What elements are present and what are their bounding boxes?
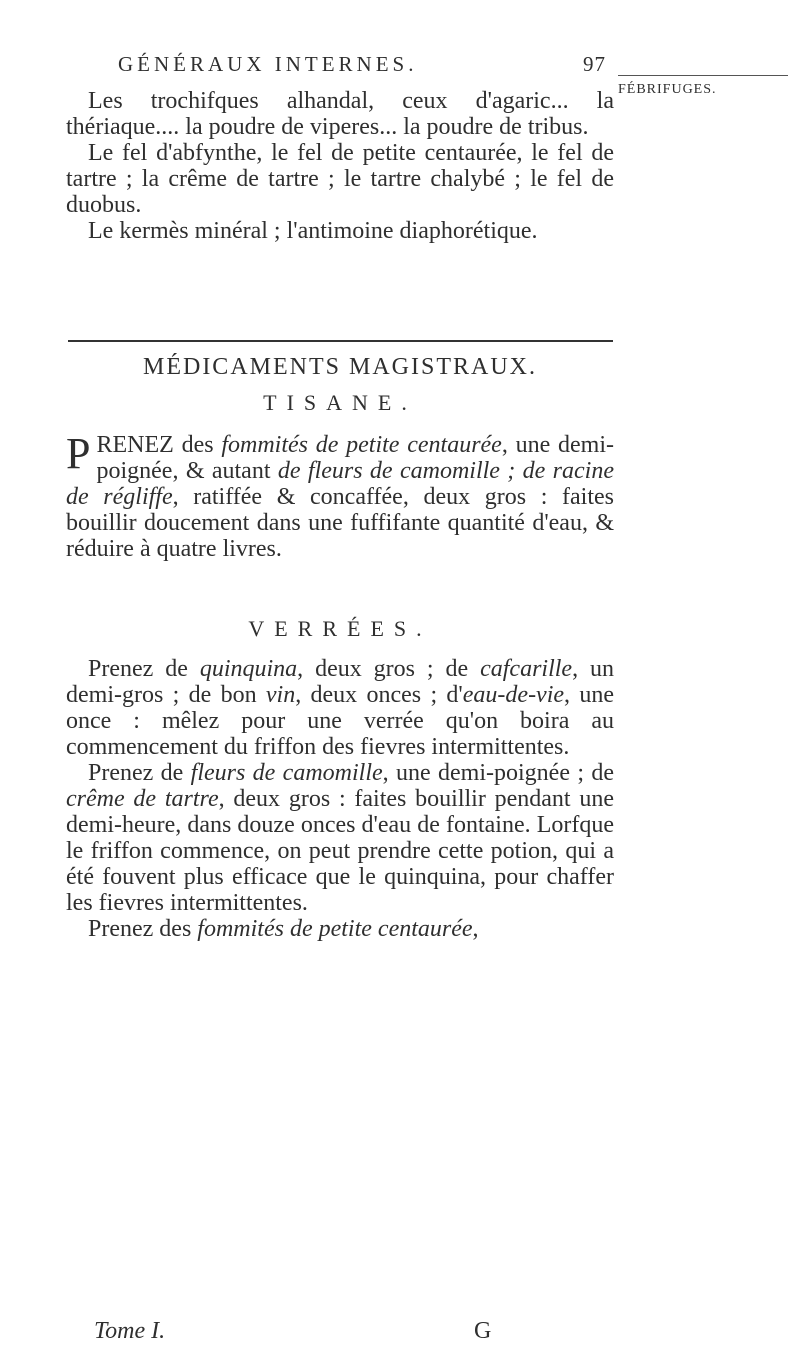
v1-ingredient-3: vin [265, 682, 296, 708]
intro-text [66, 88, 614, 244]
v1-text-3: , un demi-gros ; de bon [66, 656, 615, 708]
page-number: 97 [583, 52, 606, 76]
v3-text-1: Prenez des [88, 916, 198, 942]
tisane-text-2: , une demi-poignée, & autant [96, 432, 614, 484]
tisane-paragraph [66, 429, 614, 562]
v1-text-5: , une once : mêlez pour une verrée qu'on boira au commencement du friffon des fievres intermittentes. [66, 682, 614, 760]
tisane-text [66, 429, 614, 562]
v2-text-2: , une demi-poignée ; de [382, 760, 614, 786]
intro-paragraph-1: Les trochifques alhandal, ceux d'agaric... la thériaque.... la poudre de viperes... la poudre de tribus. [66, 88, 614, 140]
margin-note-rule [618, 75, 788, 76]
v1-ingredient-4: eau-de-vie [462, 682, 565, 708]
v2-text-3: , deux gros : faites bouillir pendant une demi-heure, dans douze onces d'eau de fontaine. Lorfque le friffon commence, on peut prendre cette potion, qui a été fouvent plus efficace que le quinquina, pour chaffer les fievres intermittentes. [66, 786, 614, 916]
v3-ingredient-1: fommités de petite centaurée [197, 916, 473, 942]
tisane-ingredient-2: de fleurs de camomille ; de racine de régliffe [66, 458, 614, 510]
verree-paragraph-1 [66, 656, 614, 760]
verrees-text [66, 656, 614, 942]
v2-ingredient-2: crême de tartre [66, 786, 219, 812]
tisane-heading: TISANE. [263, 390, 417, 415]
volume-label: Tome I. [94, 1318, 166, 1344]
tisane-ingredient-1: fommités de petite centaurée [221, 432, 502, 458]
page-footer [94, 1318, 614, 1350]
v1-text-1: Prenez de [88, 656, 200, 682]
v1-ingredient-2: cafcarille [480, 656, 573, 682]
verrees-heading: VERRÉES. [248, 616, 432, 641]
verree-paragraph-2 [66, 760, 614, 916]
tisane-text-1: des [173, 432, 222, 458]
intro-paragraph-3: Le kermès minéral ; l'antimoine diaphorétique. [88, 218, 538, 244]
tisane-text-3: , ratiffée & concaffée, deux gros : faites bouillir doucement dans une fuffifante quantité d'eau, & réduire à quatre livres. [66, 484, 614, 562]
running-header-title: GÉNÉRAUX INTERNES. [118, 52, 418, 76]
v1-text-4: , deux onces ; d' [295, 682, 463, 708]
v2-ingredient-1: fleurs de camomille [190, 760, 383, 786]
tisane-lead: RENEZ [96, 432, 174, 458]
intro-paragraph-2: Le fel d'abfynthe, le fel de petite centaurée, le fel de tartre ; la crême de tartre ; le tartre chalybé ; le fel de duobus. [66, 140, 614, 218]
section-title: MÉDICAMENTS MAGISTRAUX. [142, 354, 537, 380]
verree-paragraph-3 [66, 916, 614, 942]
v1-text-2: , deux gros ; de [297, 656, 481, 682]
section-divider [68, 340, 613, 342]
v3-text-2: , [472, 916, 479, 942]
drop-cap: P [66, 429, 91, 478]
margin-note: FÉBRIFUGES. [618, 82, 717, 97]
signature-mark: G [474, 1318, 492, 1344]
v2-text-1: Prenez de [88, 760, 191, 786]
v1-ingredient-1: quinquina [199, 656, 298, 682]
